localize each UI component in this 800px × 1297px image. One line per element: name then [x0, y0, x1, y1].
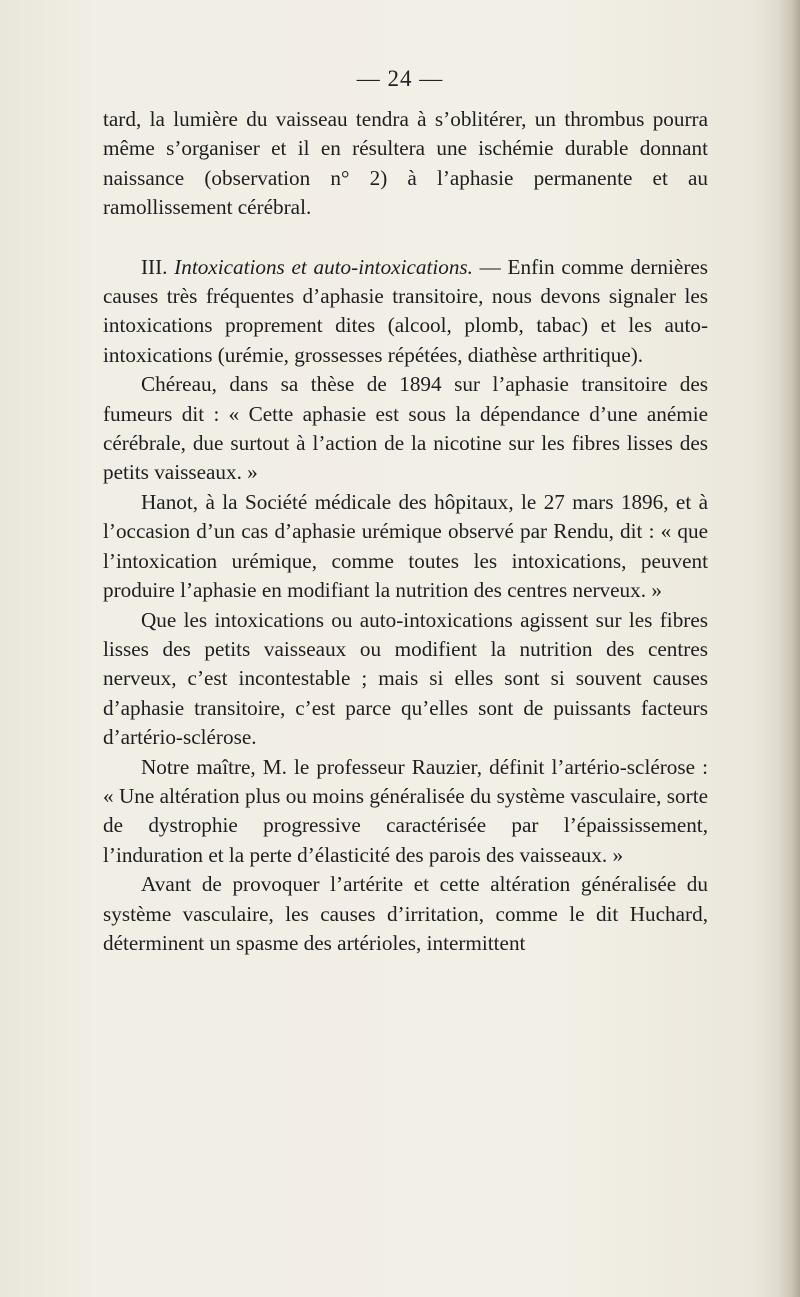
page-edge-shadow: [778, 0, 800, 1297]
paragraph-hanot: Hanot, à la Société médicale des hôpitaux, le 27 mars 1896, et à l’occasion d’un cas d’aphasie urémique observé par Rendu, dit : « que l’intoxication urémique, comme toutes les intoxications, peuvent produire l’aphasie en modifiant la nutrition des centres nerveux. »: [103, 489, 708, 603]
paragraph-section-heading: [103, 253, 708, 371]
section-title: Intoxications et auto-intoxications.: [174, 254, 473, 279]
section-intro-text: — Enfin comme dernières causes très fréquentes d’aphasie transitoire, nous devons signaler les intoxications proprement dites (alcool, plomb, tabac) et les auto-intoxications (urémie, grossesses répétées, diathèse arthritique).: [103, 254, 709, 367]
page-number: — 24 —: [356, 66, 444, 91]
paragraph-rauzier: Notre maître, M. le professeur Rauzier, définit l’artério-sclérose : « Une altération plus ou moins généralisée du système vasculaire, sorte de dystrophie progressive caractérisée par l’épaississement, l’induration et la perte d’élasticité des parois des vaisseaux. »: [103, 754, 708, 867]
paragraph-chereau: Chéreau, dans sa thèse de 1894 sur l’aphasie transitoire des fumeurs dit : « Cette aphasie est sous la dépendance d’une anémie cérébrale, due surtout à l’action de la nicotine sur les fibres lisses des petits vaisseaux. »: [103, 372, 708, 485]
paragraph-continuation: tard, la lumière du vaisseau tendra à s’oblitérer, un thrombus pourra même s’organiser et il en résultera une ischémie durable donnant naissance (observation n° 2) à l’aphasie permanente et au ramollissement cérébral.: [103, 107, 708, 220]
paragraph-intoxications: Que les intoxications ou auto-intoxications agissent sur les fibres lisses des petits vaisseaux ou modifient la nutrition des centres nerveux, c’est incontestable ; mais si elles sont si souvent causes d’aphasie transitoire, c’est parce qu’elles sont de puissants facteurs d’artério-sclérose.: [103, 607, 708, 750]
section-numeral: III.: [141, 254, 168, 279]
paragraph-huchard: Avant de provoquer l’artérite et cette altération généralisée du système vasculaire, les causes d’irritation, comme le dit Huchard, déterminent un spasme des artérioles, intermittent: [103, 872, 708, 955]
body-text: [103, 105, 708, 958]
